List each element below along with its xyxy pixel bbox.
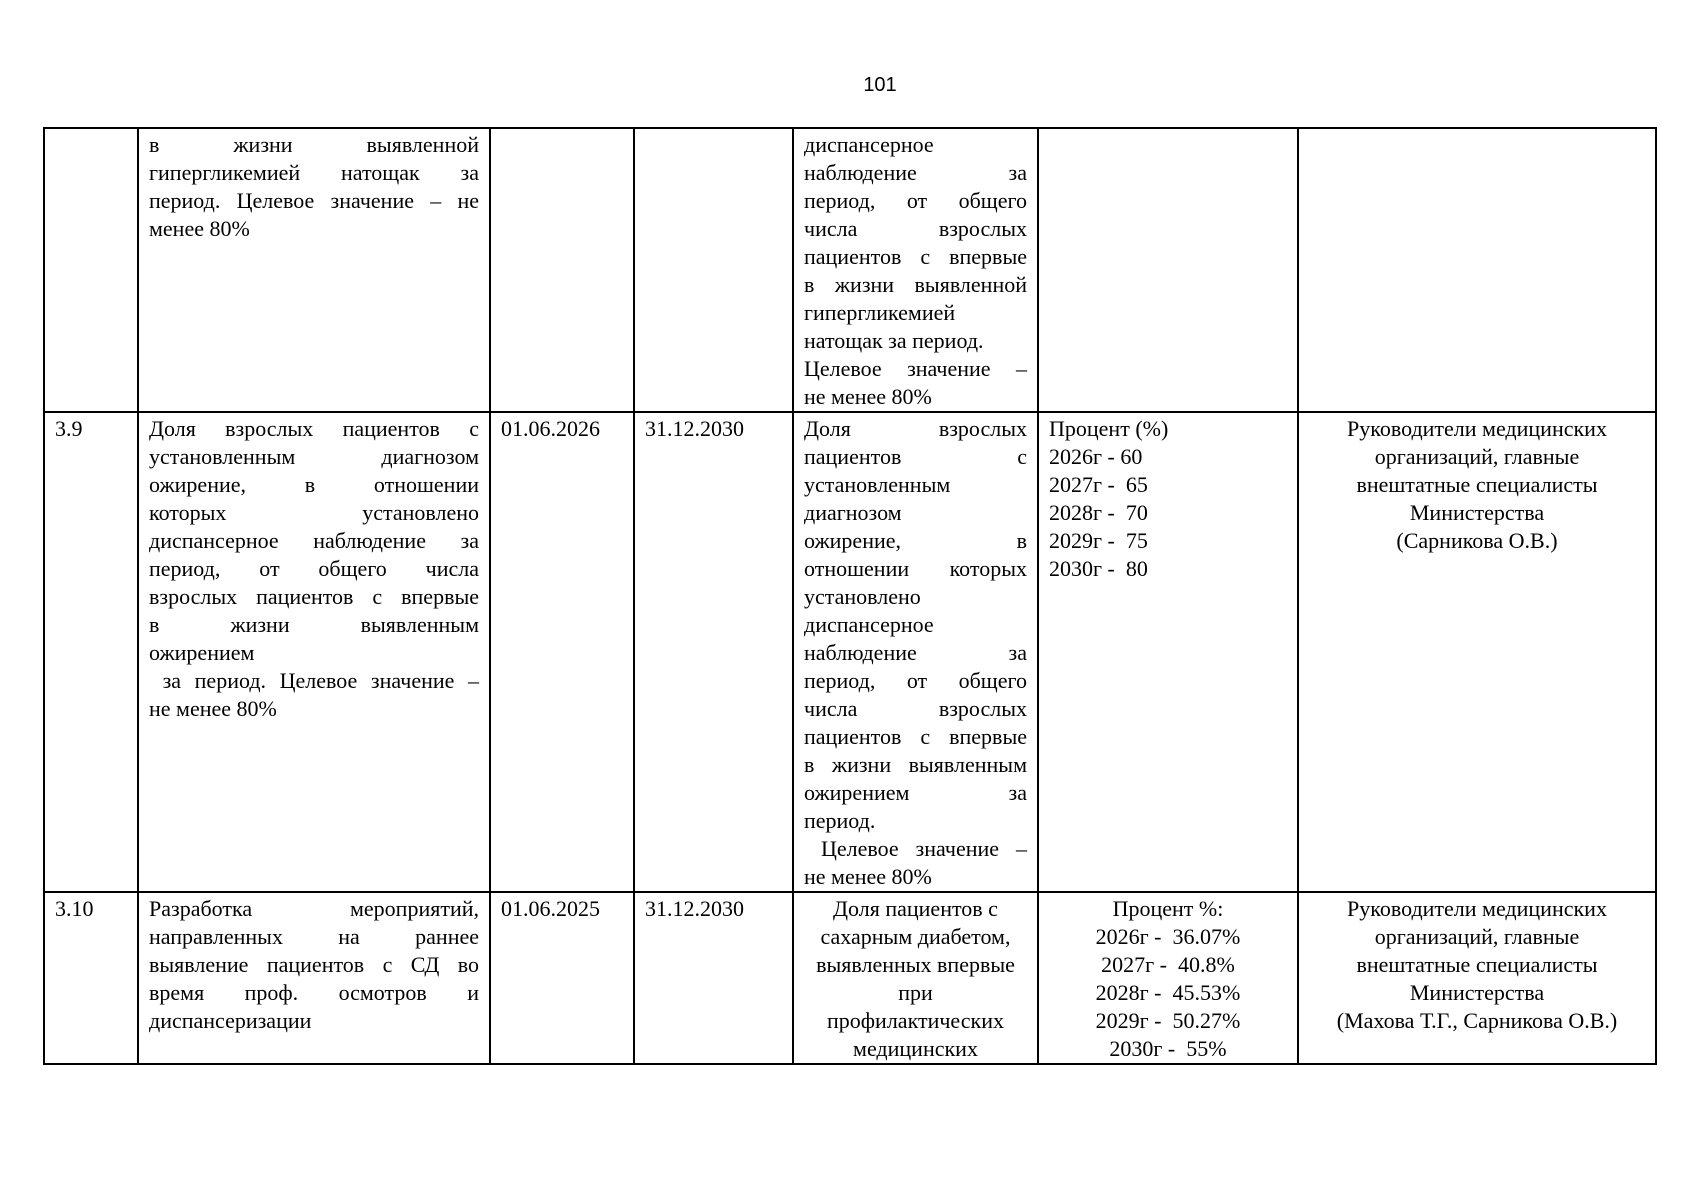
indicator-cell: диспансерное наблюдение за период, от общего числа взрослых пациентов с впервые в жизни выявленной гипергликемией натощак за период. Целевое значение – не менее 80% — [793, 128, 1038, 412]
target-values-cell: Процент (%) 2026г - 60 2027г - 65 2028г - 70 2029г - 75 2030г - 80 — [1038, 412, 1298, 892]
row-number-cell — [44, 128, 138, 412]
measure-description-cell: Разработка мероприятий, направленных на раннее выявление пациентов с СД во время проф. осмотров и диспансеризации — [138, 892, 490, 1064]
indicator-cell: Доля взрослых пациентов с установленным диагнозом ожирение, в отношении которых установлено диспансерное наблюдение за период, от общего числа взрослых пациентов с впервые в жизни выявленным ожирением за период. Целевое значение – не менее 80% — [793, 412, 1038, 892]
row-number-cell: 3.10 — [44, 892, 138, 1064]
page-number: 101 — [863, 74, 897, 96]
responsible-cell: Руководители медицинских организаций, главные внештатные специалисты Министерства (Махова Т.Г., Сарникова О.В.) — [1298, 892, 1656, 1064]
start-date-cell: 01.06.2025 — [490, 892, 634, 1064]
measures-table — [43, 127, 1657, 1065]
start-date-cell — [490, 128, 634, 412]
measure-description-cell: в жизни выявленной гипергликемией натощак за период. Целевое значение – не менее 80% — [138, 128, 490, 412]
end-date-cell — [634, 128, 793, 412]
table-row — [44, 128, 1656, 412]
responsible-cell: Руководители медицинских организаций, главные внештатные специалисты Министерства (Сарникова О.В.) — [1298, 412, 1656, 892]
end-date-cell: 31.12.2030 — [634, 412, 793, 892]
row-number-cell: 3.9 — [44, 412, 138, 892]
start-date-cell: 01.06.2026 — [490, 412, 634, 892]
target-values-cell: Процент %: 2026г - 36.07% 2027г - 40.8% 2028г - 45.53% 2029г - 50.27% 2030г - 55% — [1038, 892, 1298, 1064]
table-row — [44, 412, 1656, 892]
table-row — [44, 892, 1656, 1064]
end-date-cell: 31.12.2030 — [634, 892, 793, 1064]
responsible-cell — [1298, 128, 1656, 412]
indicator-cell: Доля пациентов с сахарным диабетом, выявленных впервые при профилактических медицинских — [793, 892, 1038, 1064]
measure-description-cell: Доля взрослых пациентов с установленным диагнозом ожирение, в отношении которых установлено диспансерное наблюдение за период, от общего числа взрослых пациентов с впервые в жизни выявленным ожирением за период. Целевое значение – не менее 80% — [138, 412, 490, 892]
target-values-cell — [1038, 128, 1298, 412]
